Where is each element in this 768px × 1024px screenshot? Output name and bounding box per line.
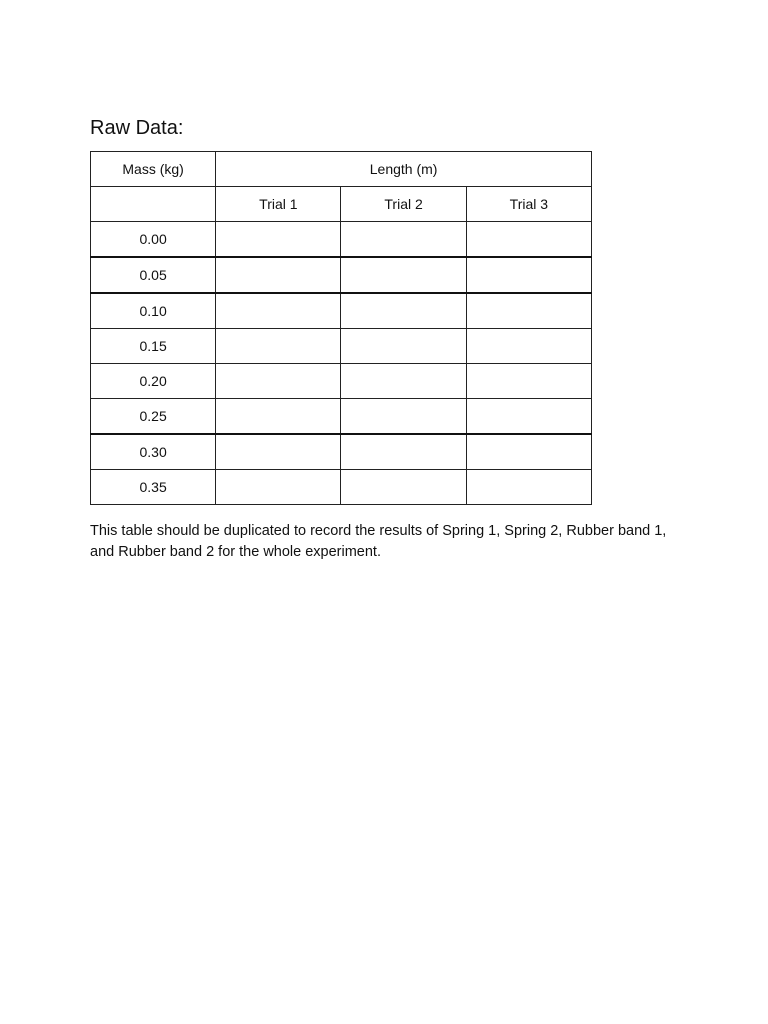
table-row — [91, 434, 592, 470]
trial-1-header: Trial 1 — [216, 187, 341, 222]
table-row — [91, 364, 592, 399]
trial-cell — [216, 329, 341, 364]
trial-cell — [216, 399, 341, 435]
mass-cell: 0.05 — [91, 257, 216, 293]
table-header-row — [91, 152, 592, 187]
trial-header-row — [91, 187, 592, 222]
table-row — [91, 257, 592, 293]
instruction-note: This table should be duplicated to record the results of Spring 1, Spring 2, Rubber band 1, and Rubber band 2 for the whole experiment. — [90, 523, 667, 560]
trial-cell — [216, 434, 341, 470]
trial-cell — [341, 329, 466, 364]
trial-cell — [216, 470, 341, 505]
empty-header-cell — [91, 187, 216, 222]
mass-column-header: Mass (kg) — [91, 152, 216, 187]
trial-cell — [466, 293, 591, 329]
table-row — [91, 399, 592, 435]
mass-cell: 0.15 — [91, 329, 216, 364]
raw-data-table — [90, 151, 592, 505]
trial-2-header: Trial 2 — [341, 187, 466, 222]
section-heading: Raw Data: — [90, 117, 184, 139]
trial-cell — [466, 329, 591, 364]
table-row — [91, 222, 592, 258]
trial-cell — [341, 293, 466, 329]
trial-cell — [216, 293, 341, 329]
table-row — [91, 470, 592, 505]
length-column-header: Length (m) — [216, 152, 592, 187]
trial-cell — [466, 470, 591, 505]
trial-cell — [466, 434, 591, 470]
trial-cell — [341, 434, 466, 470]
trial-cell — [341, 257, 466, 293]
trial-cell — [216, 222, 341, 258]
mass-cell: 0.30 — [91, 434, 216, 470]
trial-cell — [341, 399, 466, 435]
mass-cell: 0.20 — [91, 364, 216, 399]
trial-3-header: Trial 3 — [466, 187, 591, 222]
trial-cell — [216, 364, 341, 399]
trial-cell — [466, 364, 591, 399]
mass-cell: 0.35 — [91, 470, 216, 505]
trial-cell — [466, 399, 591, 435]
mass-cell: 0.25 — [91, 399, 216, 435]
trial-cell — [341, 364, 466, 399]
mass-cell: 0.10 — [91, 293, 216, 329]
trial-cell — [466, 222, 591, 258]
table-row — [91, 329, 592, 364]
mass-cell: 0.00 — [91, 222, 216, 258]
trial-cell — [341, 470, 466, 505]
table-row — [91, 293, 592, 329]
trial-cell — [341, 222, 466, 258]
trial-cell — [216, 257, 341, 293]
trial-cell — [466, 257, 591, 293]
